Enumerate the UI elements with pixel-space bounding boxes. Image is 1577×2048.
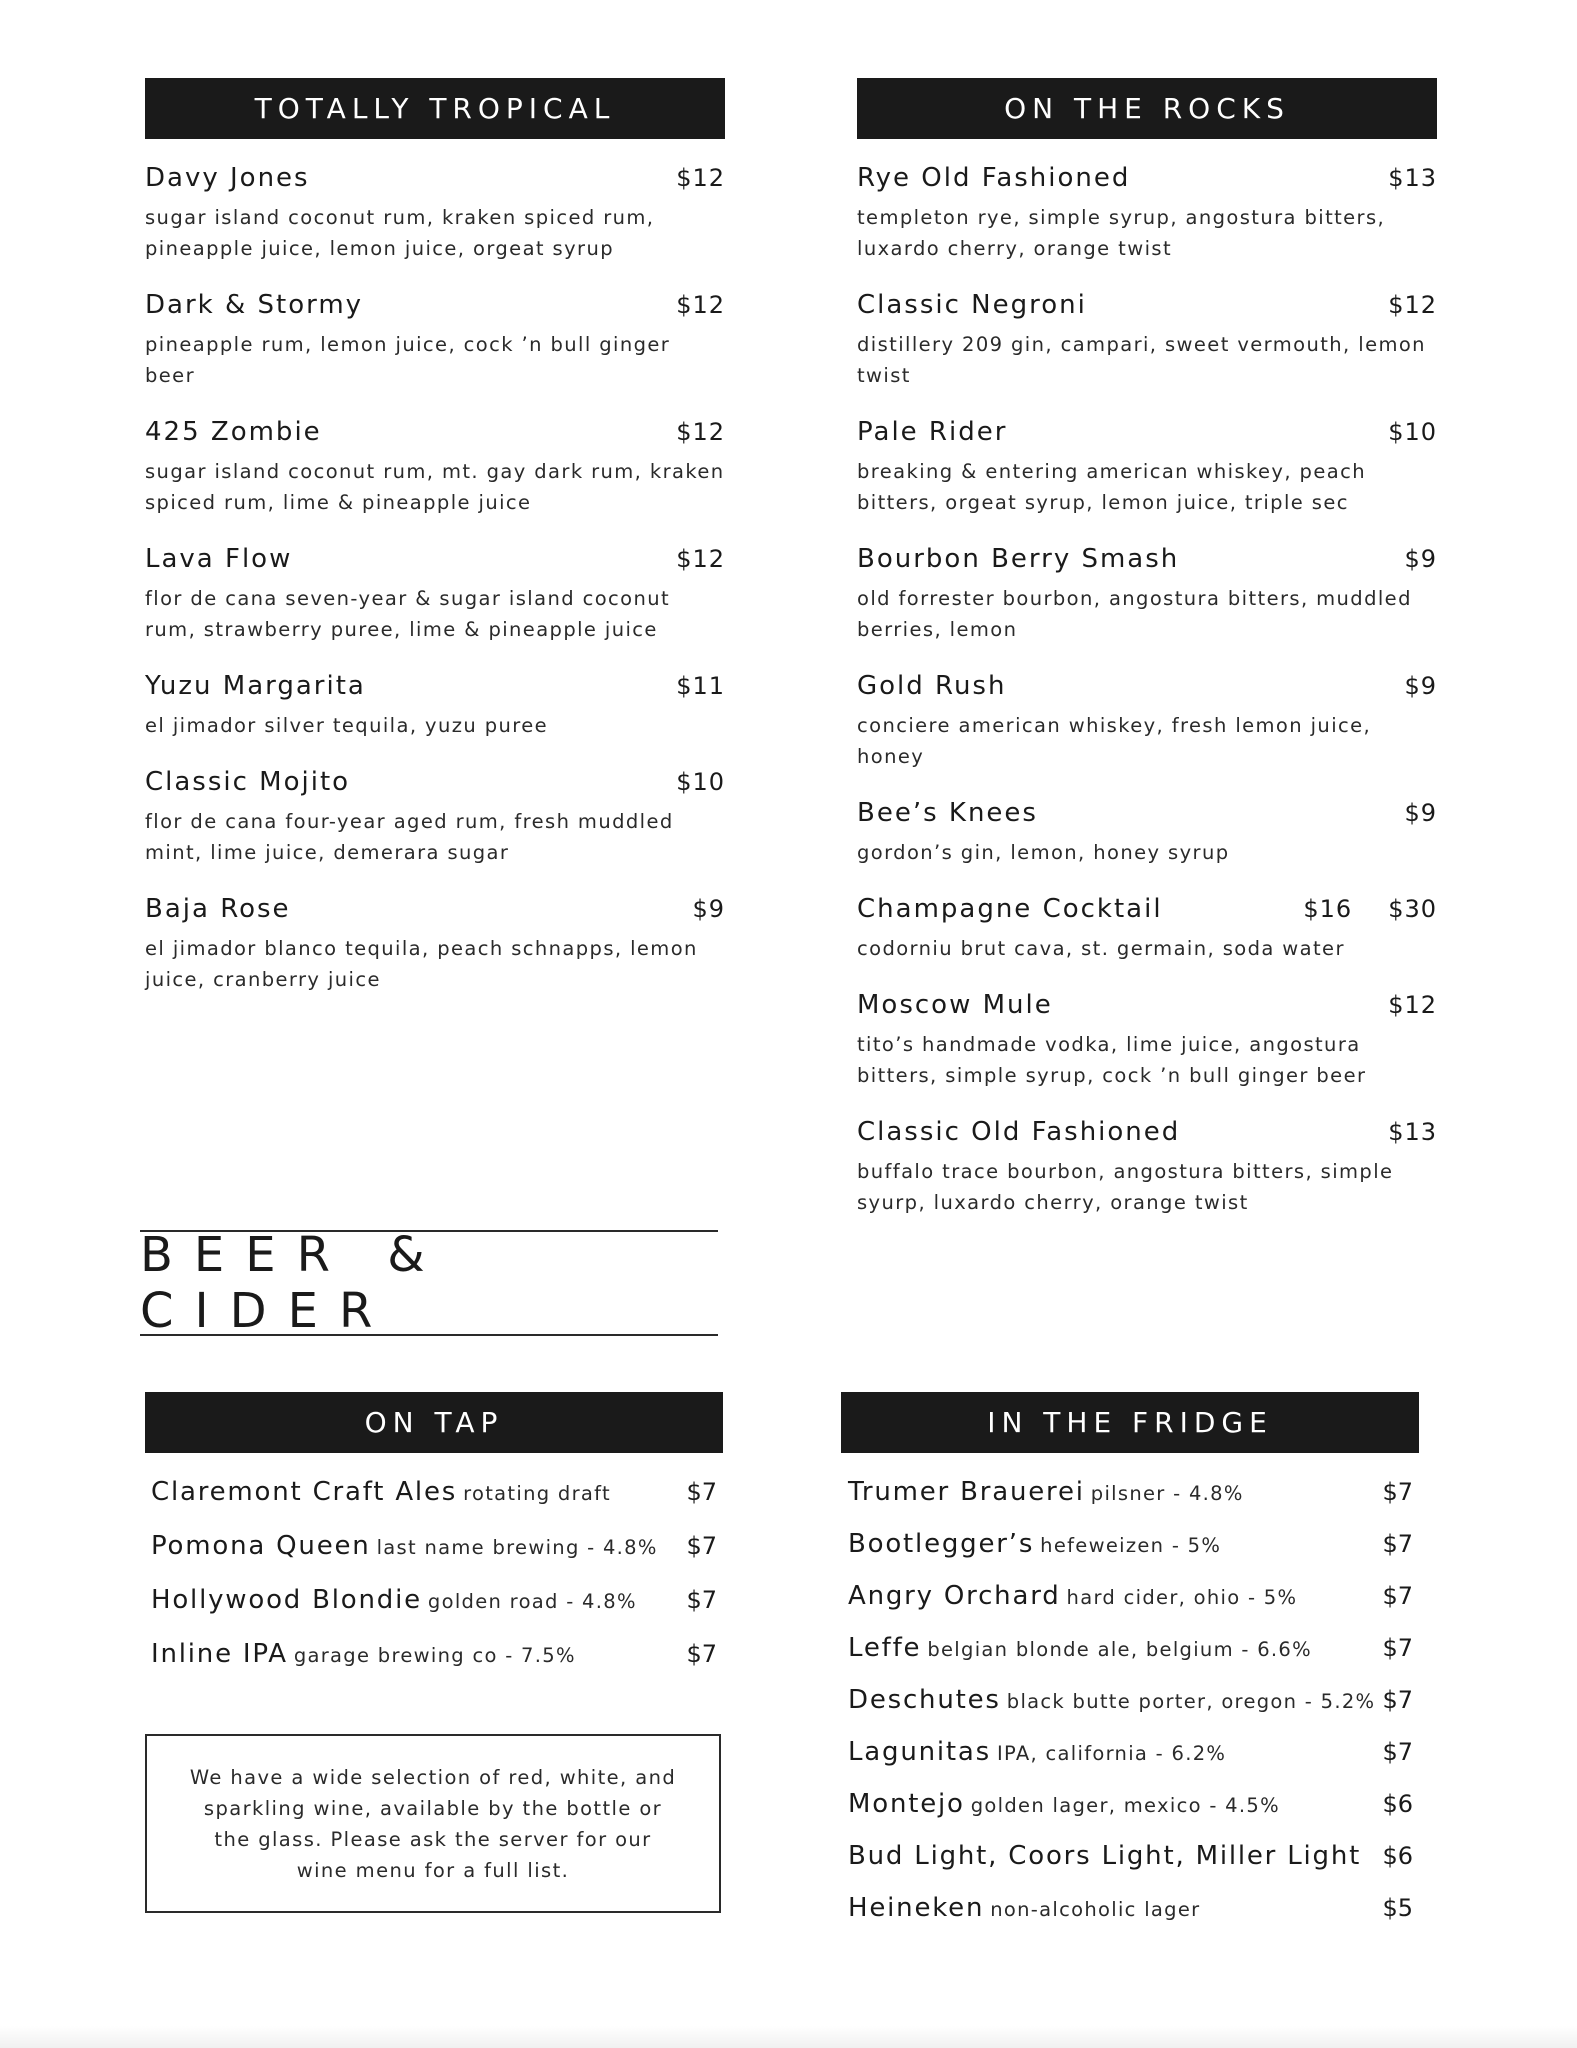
beer-detail: hefeweizen - 5% [1040,1534,1222,1557]
menu-item-name: Yuzu Margarita [145,671,366,701]
menu-item-name: Lava Flow [145,544,293,574]
menu-item-price: $12 [1388,991,1437,1019]
menu-item-description: el jimador silver tequila, yuzu puree [145,714,549,737]
menu-item-name: 425 Zombie [145,417,322,447]
beer-name: Hollywood Blondie [151,1585,422,1615]
beer-row [145,1639,723,1693]
menu-item-description: tito’s handmade vodka, lime juice, angostura bitters, simple syrup, cock ’n bull ginger beer [857,1033,1367,1087]
beer-price: $7 [1382,1738,1413,1766]
menu-item-prices [1303,895,1437,923]
menu-item-description: flor de cana seven-year & sugar island coconut rum, strawberry puree, lime & pineapple juice [145,587,671,641]
beer-price: $7 [686,1586,717,1614]
menu-item-price: $12 [676,545,725,573]
menu-item-price: $12 [676,164,725,192]
menu-item [145,894,725,995]
beer-cider-heading: BEER & CIDER [140,1230,718,1336]
menu-item-name: Dark & Stormy [145,290,364,320]
menu-item-price: $16 [1303,895,1353,923]
beer-row [841,1529,1419,1581]
beer-row [841,1633,1419,1685]
beer-name: Bud Light, Coors Light, Miller Light [848,1841,1362,1871]
menu-item-header [857,417,1437,447]
menu-item-price: $9 [1404,545,1437,573]
menu-item-header [857,1117,1437,1147]
menu-item-prices [1388,164,1437,192]
menu-item-header [145,290,725,320]
beer-label [848,1581,1297,1611]
beer-row [145,1585,723,1639]
menu-item-header [857,290,1437,320]
menu-item-header [857,798,1437,828]
menu-item-prices [1404,799,1437,827]
beer-label [848,1841,1361,1871]
beer-detail: black butte porter, oregon - 5.2% [1006,1690,1376,1713]
rocks-section [857,78,1437,1244]
beer-name: Deschutes [848,1685,1001,1715]
menu-item-header [857,990,1437,1020]
beer-row [145,1531,723,1585]
beer-detail: pilsner - 4.8% [1090,1482,1244,1505]
beer-row [841,1789,1419,1841]
menu-item-description: old forrester bourbon, angostura bitters, muddled berries, lemon [857,587,1412,641]
menu-item-price: $10 [676,768,725,796]
rocks-title: ON THE ROCKS [857,78,1437,139]
beer-name: Trumer Brauerei [848,1477,1085,1507]
beer-name: Claremont Craft Ales [151,1477,458,1507]
menu-item-price: $12 [1388,291,1437,319]
menu-item-name: Classic Negroni [857,290,1087,320]
menu-item-header [145,163,725,193]
menu-item-prices [1388,291,1437,319]
menu-item-name: Bee’s Knees [857,798,1038,828]
beer-detail: non-alcoholic lager [990,1898,1201,1921]
menu-item-header [857,894,1437,924]
beer-name: Leffe [848,1633,922,1663]
beer-label [848,1529,1221,1559]
beer-row [145,1477,723,1531]
menu-item-description: sugar island coconut rum, mt. gay dark rum, kraken spiced rum, lime & pineapple juice [145,460,725,514]
menu-item-header [145,894,725,924]
menu-item [145,544,725,645]
beer-name: Inline IPA [151,1639,288,1669]
wine-note: We have a wide selection of red, white, and sparkling wine, available by the bottle or the glass. Please ask the server for our wine menu for a full list. [145,1734,721,1913]
menu-item [857,671,1437,772]
beer-label [151,1477,611,1507]
menu-item-name: Champagne Cocktail [857,894,1163,924]
beer-label [848,1633,1312,1663]
beer-label [848,1685,1375,1715]
beer-detail: hard cider, ohio - 5% [1066,1586,1298,1609]
menu-item-header [145,544,725,574]
menu-item-description: el jimador blanco tequila, peach schnapps, lemon juice, cranberry juice [145,937,698,991]
menu-item-price: $13 [1388,1118,1437,1146]
beer-name: Bootlegger’s [848,1529,1035,1559]
beer-name: Pomona Queen [151,1531,371,1561]
menu-item [857,1117,1437,1218]
menu-item-prices [676,418,725,446]
menu-item-prices [692,895,725,923]
menu-item [857,417,1437,518]
menu-item-name: Gold Rush [857,671,1007,701]
beer-row [841,1893,1419,1945]
menu-item [857,163,1437,264]
beer-detail: garage brewing co - 7.5% [293,1644,576,1667]
menu-item-prices [1404,545,1437,573]
beer-detail: golden road - 4.8% [427,1590,637,1613]
menu-item-prices [1404,672,1437,700]
menu-item-description: codorniu brut cava, st. germain, soda water [857,937,1345,960]
beer-label [151,1531,658,1561]
menu-item-header [857,544,1437,574]
menu-item [145,767,725,868]
menu-item-prices [676,164,725,192]
menu-item-name: Classic Mojito [145,767,351,797]
menu-item-name: Bourbon Berry Smash [857,544,1180,574]
tropical-title: TOTALLY TROPICAL [145,78,725,139]
menu-item-name: Davy Jones [145,163,310,193]
menu-item-prices [1388,418,1437,446]
menu-item-description: breaking & entering american whiskey, peach bitters, orgeat syrup, lemon juice, triple sec [857,460,1366,514]
menu-item [145,163,725,264]
beer-price: $5 [1382,1894,1413,1922]
menu-item [145,417,725,518]
menu-item-prices [1388,991,1437,1019]
menu-item-prices [1388,1118,1437,1146]
menu-item [145,290,725,391]
menu-item [145,671,725,741]
menu-item [857,544,1437,645]
beer-label [848,1737,1226,1767]
menu-item-description: gordon’s gin, lemon, honey syrup [857,841,1230,864]
menu-item-price: $12 [676,291,725,319]
beer-price: $7 [686,1478,717,1506]
menu-item-description: sugar island coconut rum, kraken spiced rum, pineapple juice, lemon juice, orgeat syrup [145,206,655,260]
menu-item-price: $9 [692,895,725,923]
beer-name: Angry Orchard [848,1581,1061,1611]
menu-item-prices [676,291,725,319]
menu-item-name: Classic Old Fashioned [857,1117,1181,1147]
beer-price: $7 [1382,1634,1413,1662]
beer-label [848,1477,1244,1507]
menu-item-header [145,671,725,701]
menu-item-description: templeton rye, simple syrup, angostura bitters, luxardo cherry, orange twist [857,206,1386,260]
beer-price: $6 [1382,1842,1413,1870]
beer-name: Montejo [848,1789,965,1819]
beer-price: $7 [1382,1582,1413,1610]
menu-item [857,798,1437,868]
beer-row [841,1685,1419,1737]
menu-item-header [145,767,725,797]
beer-price: $6 [1382,1790,1413,1818]
menu-item-price: $13 [1388,164,1437,192]
fridge-section [841,1392,1419,1945]
beer-name: Heineken [848,1893,985,1923]
beer-detail: rotating draft [463,1482,611,1505]
beer-row [841,1841,1419,1893]
beer-detail: golden lager, mexico - 4.5% [970,1794,1280,1817]
tap-title: ON TAP [145,1392,723,1453]
menu-item-header [857,671,1437,701]
beer-name: Lagunitas [848,1737,991,1767]
menu-item-price-bottle: $30 [1388,895,1437,923]
menu-item-price: $12 [676,418,725,446]
menu-item-description: flor de cana four-year aged rum, fresh muddled mint, lime juice, demerara sugar [145,810,674,864]
beer-label [151,1585,637,1615]
menu-item [857,990,1437,1091]
beer-price: $7 [686,1640,717,1668]
menu-item-price: $9 [1404,799,1437,827]
menu-item-price: $11 [676,672,725,700]
menu-item-price: $9 [1404,672,1437,700]
menu-item-description: distillery 209 gin, campari, sweet vermouth, lemon twist [857,333,1426,387]
beer-detail: belgian blonde ale, belgium - 6.6% [927,1638,1312,1661]
beer-price: $7 [1382,1686,1413,1714]
tap-section [145,1392,723,1693]
menu-item-header [145,417,725,447]
beer-row [841,1581,1419,1633]
menu-item-description: buffalo trace bourbon, angostura bitters, simple syurp, luxardo cherry, orange twist [857,1160,1394,1214]
menu-item-name: Rye Old Fashioned [857,163,1131,193]
menu-item-prices [676,672,725,700]
menu-item-name: Moscow Mule [857,990,1053,1020]
fridge-title: IN THE FRIDGE [841,1392,1419,1453]
beer-detail: last name brewing - 4.8% [376,1536,658,1559]
beer-detail: IPA, california - 6.2% [996,1742,1227,1765]
menu-item-description: pineapple rum, lemon juice, cock ’n bull ginger beer [145,333,671,387]
beer-price: $7 [1382,1478,1413,1506]
beer-label [848,1893,1200,1923]
menu-item [857,290,1437,391]
page-bottom-shade [0,2026,1577,2048]
menu-item-header [857,163,1437,193]
menu-item-prices [676,545,725,573]
tropical-section [145,78,725,1021]
beer-label [151,1639,576,1669]
menu-item [857,894,1437,964]
beer-price: $7 [686,1532,717,1560]
beer-row [841,1737,1419,1789]
menu-item-price: $10 [1388,418,1437,446]
menu-item-description: conciere american whiskey, fresh lemon juice, honey [857,714,1372,768]
beer-price: $7 [1382,1530,1413,1558]
menu-item-name: Baja Rose [145,894,291,924]
beer-label [848,1789,1280,1819]
beer-row [841,1477,1419,1529]
menu-item-name: Pale Rider [857,417,1008,447]
menu-item-prices [676,768,725,796]
